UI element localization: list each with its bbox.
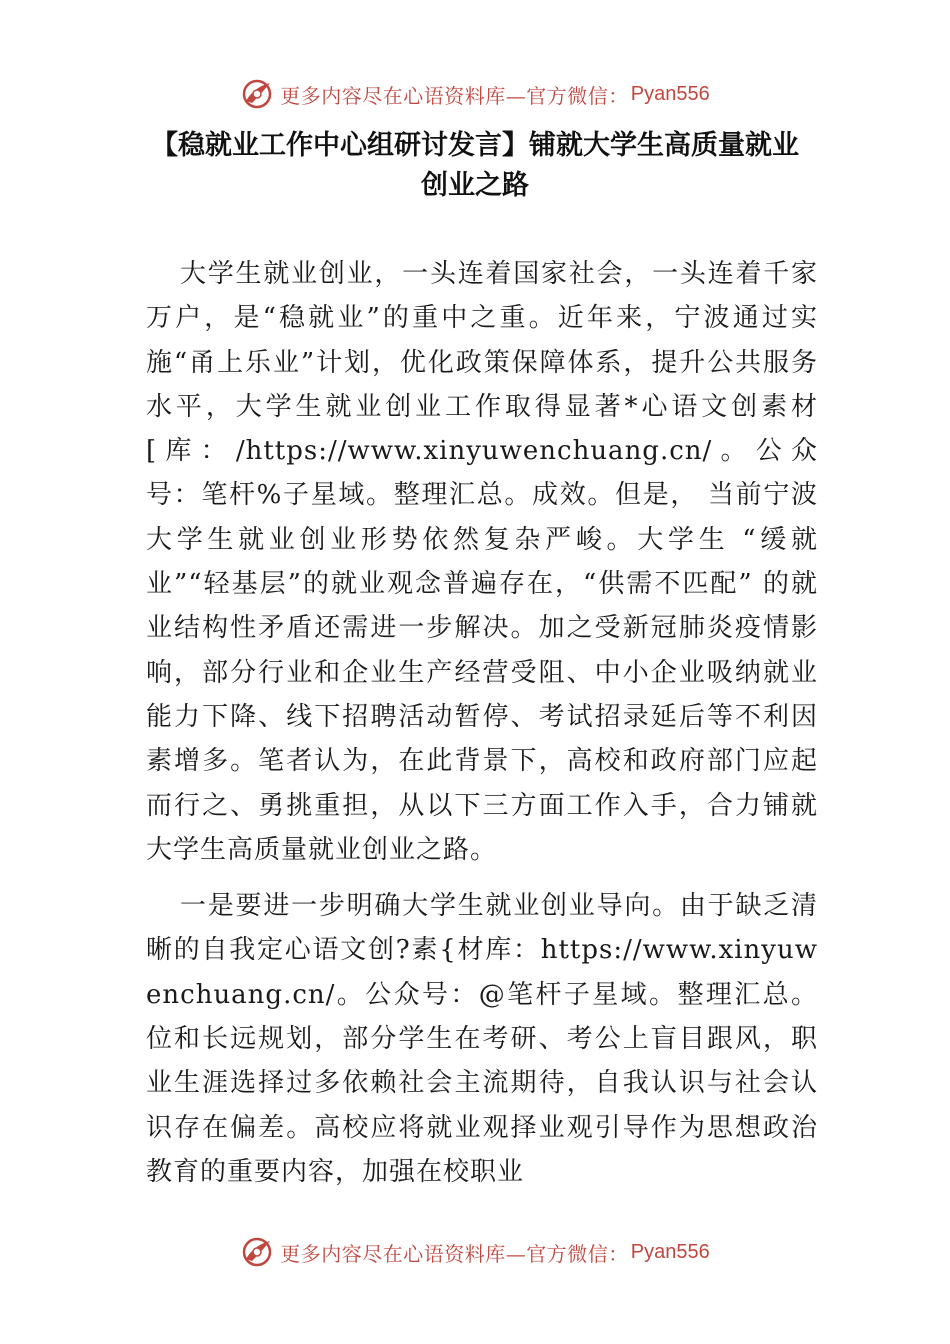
header-banner xyxy=(0,72,950,116)
header-banner-text: 更多内容尽在心语资料库—官方微信： xyxy=(280,83,629,108)
brand-logo-icon xyxy=(240,1235,274,1269)
paragraph: 一是要进一步明确大学生就业创业导向。由于缺乏清晰的自我定心语文创?素{材库：https://www.xinyuwenchuang.cn/。公众号：@笔杆子星域。整理汇总。位和长远规划，部分学生在考研、考公上盲目跟风，职业生涯选择过多依赖社会主流期待，自我认识与社会认识存在偏差。高校应将就业观择业观引导作为思想政治教育的重要内容，加强在校职业 xyxy=(146,891,818,1187)
paragraph: 大学生就业创业，一头连着国家社会，一头连着千家万户，是“稳就业”的重中之重。近年来，宁波通过实施“甬上乐业”计划，优化政策保障体系，提升公共服务水平，大学生就业创业工作取得显著*心语文创素材[库：/https://www.xinyuwenchuang.cn/。公众号：笔杆%子星域。整理汇总。成效。但是， 当前宁波大学生就业创业形势依然复杂严峻。大学生 “缓就业”“轻基层”的就业观念普遍存在，“供需不匹配” 的就业结构性矛盾还需进一步解决。加之受新冠肺炎疫情影响，部分行业和企业生产经营受阻、中小企业吸纳就业能力下降、线下招聘活动暂停、考试招录延后等不利因素增多。笔者认为，在此背景下，高校和政府部门应起而行之、勇挑重担，从以下三方面工作入手，合力铺就大学生高质量就业创业之路。 xyxy=(146,259,818,865)
document-body xyxy=(146,252,818,1194)
brand-logo-icon xyxy=(240,77,274,111)
document-title: 【稳就业工作中心组研讨发言】铺就大学生高质量就业创业之路 xyxy=(151,130,799,201)
footer-banner xyxy=(0,1230,950,1274)
footer-banner-text: 更多内容尽在心语资料库—官方微信： xyxy=(280,1241,629,1266)
header-banner-id: Pyan556 xyxy=(630,82,710,105)
footer-banner-id: Pyan556 xyxy=(630,1240,710,1263)
